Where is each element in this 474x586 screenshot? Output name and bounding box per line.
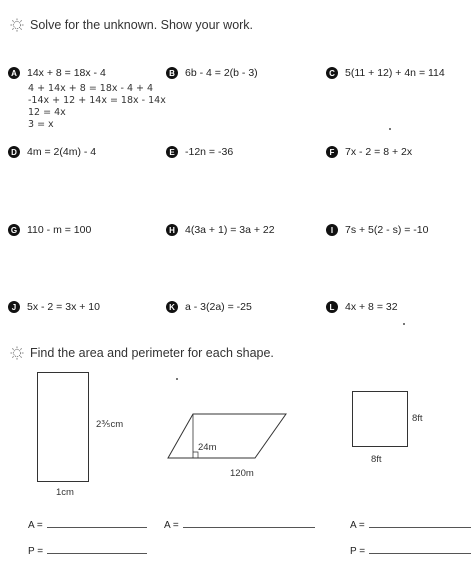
section2-heading-row xyxy=(10,346,274,360)
perimeter-label: P = xyxy=(350,546,366,557)
square-side-label: 8ft xyxy=(412,413,423,424)
problem-equation: 14x + 8 = 18x - 4 xyxy=(27,67,106,79)
problem-equation: 4m = 2(4m) - 4 xyxy=(27,146,97,158)
problem-equation: a - 3(2a) = -25 xyxy=(185,301,252,313)
problem-letter-badge: I xyxy=(326,224,338,236)
perimeter-answer-3[interactable] xyxy=(350,544,471,557)
rectangle-shape xyxy=(37,372,89,482)
problem-l xyxy=(326,301,398,313)
scan-speck xyxy=(176,378,178,380)
perimeter-answer-1[interactable] xyxy=(28,544,147,557)
parallelogram-shape xyxy=(162,408,292,464)
area-label: A = xyxy=(350,520,365,531)
scan-speck xyxy=(403,323,405,325)
area-label: A = xyxy=(164,520,179,531)
parallelogram-height-label: 24m xyxy=(198,442,217,453)
problem-letter-badge: K xyxy=(166,301,178,313)
problem-h xyxy=(166,224,275,236)
square-shape xyxy=(352,391,408,447)
problem-g xyxy=(8,224,91,236)
square-bottom-label: 8ft xyxy=(371,454,382,465)
section2-heading: Find the area and perimeter for each shape. xyxy=(30,346,274,360)
problem-letter-badge: B xyxy=(166,67,178,79)
work-line: 12 = 4x xyxy=(28,107,66,118)
problem-a xyxy=(8,67,106,79)
problem-f xyxy=(326,146,412,158)
problem-equation: 5(11 + 12) + 4n = 114 xyxy=(345,67,445,79)
problem-letter-badge: J xyxy=(8,301,20,313)
rectangle-bottom-label: 1cm xyxy=(56,487,74,498)
gear-sun-icon xyxy=(10,346,24,360)
problem-j xyxy=(8,301,100,313)
problem-equation: 4x + 8 = 32 xyxy=(345,301,398,313)
handwritten-work xyxy=(28,83,166,131)
problem-equation: 7x - 2 = 8 + 2x xyxy=(345,146,413,158)
answer-line[interactable] xyxy=(47,544,147,554)
area-answer-3[interactable] xyxy=(350,518,471,531)
problem-i xyxy=(326,224,428,236)
problem-b xyxy=(166,67,258,79)
problem-d xyxy=(8,146,96,158)
gear-sun-icon xyxy=(10,18,24,32)
problem-letter-badge: F xyxy=(326,146,338,158)
answer-line[interactable] xyxy=(183,518,315,528)
perimeter-label: P = xyxy=(28,546,44,557)
problem-equation: 7s + 5(2 - s) = -10 xyxy=(345,224,429,236)
problem-equation: -12n = -36 xyxy=(185,146,234,158)
problem-equation: 110 - m = 100 xyxy=(27,224,92,236)
work-line: 4 + 14x + 8 = 18x - 4 + 4 xyxy=(28,83,154,94)
work-line: -14x + 12 + 14x = 18x - 14x xyxy=(28,95,166,106)
problem-letter-badge: G xyxy=(8,224,20,236)
area-label: A = xyxy=(28,520,43,531)
problem-k xyxy=(166,301,252,313)
problem-letter-badge: E xyxy=(166,146,178,158)
problem-equation: 4(3a + 1) = 3a + 22 xyxy=(185,224,275,236)
work-line: 3 = x xyxy=(28,119,54,130)
problem-letter-badge: D xyxy=(8,146,20,158)
problem-c xyxy=(326,67,445,79)
answer-line[interactable] xyxy=(369,518,471,528)
answer-line[interactable] xyxy=(369,544,471,554)
area-answer-2[interactable] xyxy=(164,518,315,531)
problem-letter-badge: C xyxy=(326,67,338,79)
parallelogram-base-label: 120m xyxy=(230,468,254,479)
scan-speck xyxy=(389,128,391,130)
rectangle-side-label: 2⅗cm xyxy=(96,419,124,430)
section1-heading-row xyxy=(10,18,253,32)
problem-letter-badge: H xyxy=(166,224,178,236)
section1-heading: Solve for the unknown. Show your work. xyxy=(30,18,254,32)
problem-e xyxy=(166,146,233,158)
problem-letter-badge: A xyxy=(8,67,20,79)
answer-line[interactable] xyxy=(47,518,147,528)
problem-letter-badge: L xyxy=(326,301,338,313)
problem-equation: 6b - 4 = 2(b - 3) xyxy=(185,67,258,79)
area-answer-1[interactable] xyxy=(28,518,147,531)
problem-equation: 5x - 2 = 3x + 10 xyxy=(27,301,100,313)
